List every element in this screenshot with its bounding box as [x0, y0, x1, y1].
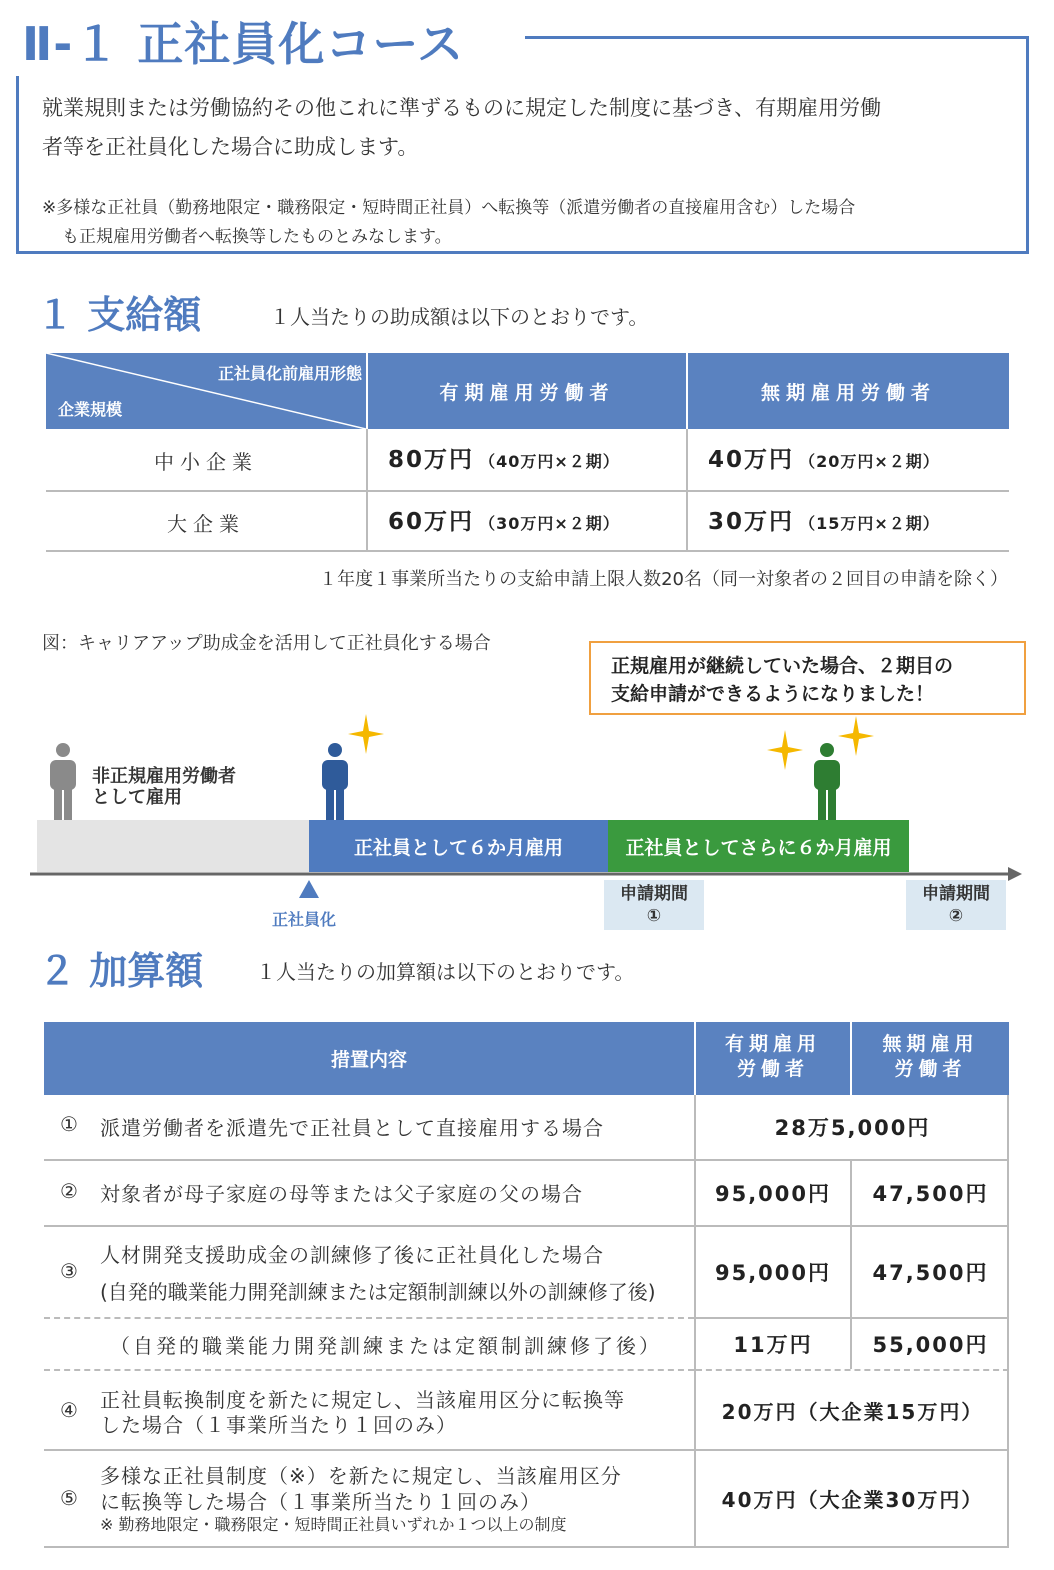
row-number: ③ — [60, 1259, 78, 1283]
table-header-diagonal-cell — [46, 353, 366, 429]
cell-sme-fixed — [388, 441, 620, 474]
callout-box — [589, 641, 1026, 715]
sparkle-icon — [348, 714, 384, 754]
payment-table — [46, 353, 1009, 553]
amount-fixed: 95,000円 — [714, 1182, 832, 1206]
marker-triangle-icon — [299, 880, 319, 898]
row-text-line1: 人材開発支援助成金の訓練修了後に正社員化した場合 — [100, 1243, 604, 1267]
intro-text-line1: 就業規則または労働協約その他これに準ずるものに規定した制度に基づき、有期雇用労働 — [42, 96, 882, 120]
row-number: ① — [60, 1112, 78, 1136]
page-title: Ⅱ-１ 正社員化コース — [22, 17, 465, 71]
application-period-2 — [906, 880, 1006, 930]
callout-line1: 正規雇用が継続していた場合、２期目の — [611, 655, 954, 677]
row-number: ⑤ — [60, 1486, 78, 1510]
intro-note-line1: ※多様な正社員（勤務地限定・職務限定・短時間正社員）へ転換等（派遣労働者の直接雇用含む）した場合 — [42, 198, 856, 218]
section2-subtitle: １人当たりの加算額は以下のとおりです。 — [256, 960, 635, 984]
row-text-line1: 正社員転換制度を新たに規定し、当該雇用区分に転換等 — [100, 1388, 625, 1412]
row-text: （自発的職業能力開発訓練または定額制訓練修了後） — [110, 1334, 662, 1358]
amount-merged: 20万円（大企業15万円） — [721, 1399, 984, 1424]
amount-sub: （30万円×２期） — [479, 514, 620, 533]
header-company-size: 企業規模 — [58, 400, 123, 419]
amount-merged: 28万5,000円 — [774, 1116, 931, 1140]
row-divider — [46, 550, 1009, 552]
section2-title: ２ 加算額 — [38, 949, 204, 993]
row-label-sme: 中小企業 — [154, 449, 258, 474]
amount-sub: （40万円×２期） — [479, 452, 620, 471]
amount-main: 40万円 — [708, 447, 795, 473]
amount-main: 80万円 — [388, 447, 475, 473]
intro-note-line2: も正規雇用労働者へ転換等したものとみなします。 — [62, 227, 452, 247]
row-text: 派遣労働者を派遣先で正社員として直接雇用する場合 — [100, 1116, 604, 1140]
header-divider — [366, 353, 368, 429]
amount-sub: （20万円×２期） — [799, 452, 940, 471]
row-text-note: ※ 勤務地限定・職務限定・短時間正社員いずれか１つ以上の制度 — [100, 1515, 567, 1534]
application-period-1 — [604, 880, 704, 930]
header-measure: 措置内容 — [44, 1022, 694, 1095]
sparkle-icon — [838, 716, 874, 756]
amount-indefinite: 55,000円 — [872, 1333, 989, 1357]
title-rule — [525, 36, 1027, 39]
header-employment-type: 正社員化前雇用形態 — [217, 364, 362, 383]
header-divider — [686, 353, 688, 429]
section1-subtitle: １人当たりの助成額は以下のとおりです。 — [270, 305, 649, 329]
amount-main: 60万円 — [388, 509, 475, 535]
amount-indefinite: 47,500円 — [872, 1182, 989, 1206]
period-label: 申請期間 — [922, 884, 990, 904]
additional-amount-table — [44, 1022, 1009, 1548]
period-number: ② — [948, 906, 964, 926]
row-text-line1: 多様な正社員制度（※）を新たに規定し、当該雇用区分 — [100, 1464, 622, 1488]
amount-fixed: 95,000円 — [714, 1261, 832, 1285]
nonregular-label — [92, 766, 236, 808]
intro-text-line2: 者等を正社員化した場合に助成します。 — [42, 135, 419, 159]
bar-regular-further-6months: 正社員としてさらに６か月雇用 — [608, 820, 909, 872]
row-text-line2: した場合（１事業所当たり１回のみ） — [100, 1413, 457, 1437]
cell-large-fixed — [388, 503, 620, 536]
row-divider-dashed — [44, 1369, 694, 1371]
header-line: 労働者 — [736, 1058, 809, 1080]
row-divider — [44, 1546, 1009, 1548]
row-number: ④ — [60, 1398, 78, 1422]
amount-sub: （15万円×２期） — [799, 514, 940, 533]
nonregular-label-line1: 非正規雇用労働者 — [92, 766, 236, 787]
header-divider — [694, 1022, 696, 1095]
section1-title: １ 支給額 — [36, 293, 202, 337]
period-label: 申請期間 — [620, 884, 688, 904]
amount-fixed: 11万円 — [733, 1333, 813, 1357]
row-text: 対象者が母子家庭の母等または父子家庭の父の場合 — [100, 1182, 583, 1206]
col-divider — [366, 429, 368, 552]
amount-indefinite: 47,500円 — [872, 1261, 989, 1285]
sparkle-icon — [767, 730, 803, 770]
col-divider — [694, 1022, 696, 1548]
person-gray-icon — [44, 742, 82, 820]
header-line: 無期雇用 — [882, 1033, 979, 1055]
row-number: ② — [60, 1179, 78, 1203]
nonregular-label-line2: として雇用 — [92, 787, 182, 808]
amount-main: 30万円 — [708, 509, 795, 535]
figure-caption: 図：キャリアアップ助成金を活用して正社員化する場合 — [42, 633, 491, 654]
bar-regular-6months: 正社員として６か月雇用 — [309, 820, 608, 872]
header-divider — [850, 1022, 852, 1095]
header-indefinite-term — [852, 1022, 1009, 1095]
header-indefinite-term: 無期雇用労働者 — [688, 353, 1009, 429]
col-divider — [850, 1161, 852, 1369]
marker-regularization-label: 正社員化 — [272, 910, 337, 929]
amount-merged: 40万円（大企業30万円） — [721, 1488, 984, 1512]
timeline-arrow — [30, 864, 1024, 884]
row-text-line2: に転換等した場合（１事業所当たり１回のみ） — [100, 1490, 541, 1514]
header-fixed-term — [696, 1022, 850, 1095]
period-number: ① — [646, 906, 662, 926]
table-right-border — [1007, 1095, 1009, 1548]
row-divider-dashed — [44, 1317, 694, 1319]
col-divider — [686, 429, 688, 552]
title-rule-corner — [1026, 36, 1029, 80]
header-fixed-term: 有期雇用労働者 — [368, 353, 686, 429]
header-line: 有期雇用 — [724, 1033, 821, 1055]
cell-large-indefinite — [708, 503, 940, 536]
header-line: 労働者 — [894, 1058, 967, 1080]
callout-line2: 支給申請ができるようになりました！ — [611, 683, 935, 705]
cell-sme-indefinite — [708, 441, 940, 474]
section1-footnote: １年度１事業所当たりの支給申請上限人数20名（同一対象者の２回目の申請を除く） — [319, 569, 1008, 590]
row-text-line2: (自発的職業能力開発訓練または定額制訓練以外の訓練修了後) — [100, 1280, 656, 1304]
row-label-large: 大企業 — [167, 511, 245, 536]
